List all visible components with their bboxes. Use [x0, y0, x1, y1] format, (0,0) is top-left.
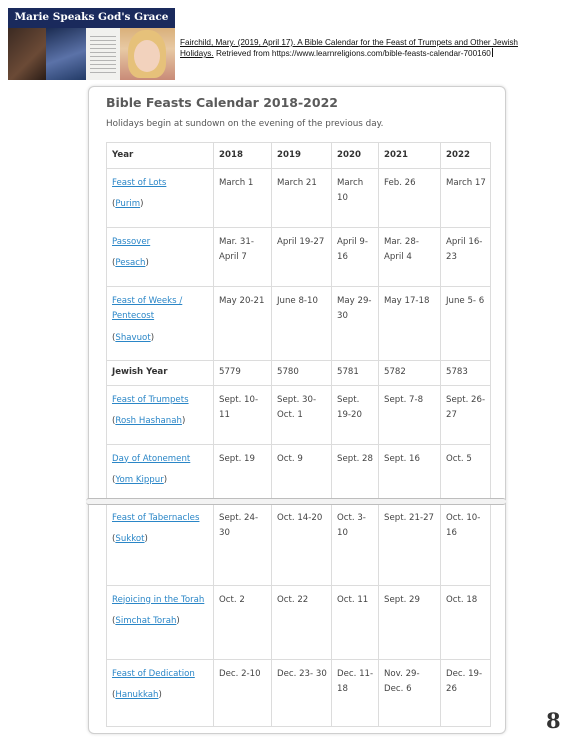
date-cell: Oct. 2: [214, 585, 272, 659]
date-cell: Sept. 16: [379, 444, 441, 503]
feast-link[interactable]: Passover: [112, 236, 151, 247]
date-cell: Dec. 11- 18: [332, 659, 379, 726]
feast-link[interactable]: Rejoicing in the Torah: [112, 594, 205, 605]
feast-alias-link[interactable]: Yom Kippur: [115, 475, 164, 485]
banner-image-photo: [120, 28, 175, 80]
banner-image-document: [86, 28, 120, 80]
feast-name-cell: [107, 385, 214, 444]
feast-alias-link[interactable]: Sukkot: [115, 534, 145, 544]
date-cell: Dec. 2-10: [214, 659, 272, 726]
feast-alias-link[interactable]: Hanukkah: [115, 690, 159, 700]
date-cell: March 1: [214, 168, 272, 227]
date-cell: Oct. 9: [272, 444, 332, 503]
card-subtitle: Holidays begin at sundown on the evening of the previous day.: [106, 119, 384, 129]
feast-alias: (Shavuot): [112, 332, 155, 343]
feast-name-cell: [107, 286, 214, 360]
feast-name-cell: [107, 227, 214, 286]
date-cell: June 5- 6: [441, 286, 491, 360]
date-cell: May 29-30: [332, 286, 379, 360]
feast-link[interactable]: Feast of Lots: [112, 177, 167, 188]
banner-title: Marie Speaks God's Grace: [14, 11, 169, 23]
table-row: [107, 385, 491, 444]
feast-label: Jewish Year: [112, 366, 168, 377]
date-cell: Sept. 10-11: [214, 385, 272, 444]
table-row: [107, 444, 491, 503]
date-cell: April 19-27: [272, 227, 332, 286]
blog-banner: [8, 8, 175, 80]
date-cell: March 21: [272, 168, 332, 227]
feast-alias-link[interactable]: Purim: [115, 199, 141, 209]
header-cell: 2020: [332, 143, 379, 169]
feast-alias: (Pesach): [112, 258, 149, 268]
table-row: [107, 168, 491, 227]
date-cell: Sept. 30- Oct. 1: [272, 385, 332, 444]
feast-alias-link[interactable]: Shavuot: [115, 332, 151, 343]
date-cell: Mar. 31- April 7: [214, 227, 272, 286]
header-cell: 2018: [214, 143, 272, 169]
citation: [180, 38, 525, 59]
feast-name-cell: [107, 360, 214, 385]
feast-alias: (Yom Kippur): [112, 475, 168, 485]
date-cell: Oct. 10- 16: [441, 503, 491, 585]
date-cell: April 16- 23: [441, 227, 491, 286]
date-cell: Sept. 7-8: [379, 385, 441, 444]
feast-name-cell: [107, 168, 214, 227]
date-cell: Oct. 22: [272, 585, 332, 659]
table-row: [107, 360, 491, 385]
feast-alias: (Sukkot): [112, 534, 148, 544]
date-cell: Sept. 24- 30: [214, 503, 272, 585]
date-cell: March 17: [441, 168, 491, 227]
feast-link[interactable]: Feast of Trumpets: [112, 394, 189, 405]
table-row: [107, 286, 491, 360]
date-cell: Oct. 18: [441, 585, 491, 659]
page-fold-divider: [86, 498, 506, 505]
feast-link[interactable]: Feast of Tabernacles: [112, 512, 200, 523]
table-row: [107, 503, 491, 585]
feast-alias-link[interactable]: Simchat Torah: [115, 616, 177, 626]
date-cell: 5781: [332, 360, 379, 385]
date-cell: April 9- 16: [332, 227, 379, 286]
date-cell: Oct. 11: [332, 585, 379, 659]
feast-link[interactable]: Feast of Dedication: [112, 668, 195, 679]
date-cell: Oct. 14-20: [272, 503, 332, 585]
table-row: [107, 659, 491, 726]
date-cell: Oct. 3- 10: [332, 503, 379, 585]
date-cell: Sept. 21-27: [379, 503, 441, 585]
date-cell: May 20-21: [214, 286, 272, 360]
date-cell: Feb. 26: [379, 168, 441, 227]
card-title: Bible Feasts Calendar 2018-2022: [106, 95, 338, 110]
date-cell: Sept. 28: [332, 444, 379, 503]
date-cell: Sept. 29: [379, 585, 441, 659]
feast-alias: (Purim): [112, 199, 144, 209]
feast-name-cell: [107, 585, 214, 659]
date-cell: Sept. 26-27: [441, 385, 491, 444]
citation-text: Fairchild, Mary. (2019, April 17). A Bible Calendar for the Feast of Trumpets and Other Jewish: [180, 38, 518, 47]
feast-alias-link[interactable]: Pesach: [115, 258, 146, 268]
feast-alias: (Hanukkah): [112, 690, 162, 700]
table-row: [107, 227, 491, 286]
feast-alias-link[interactable]: Rosh Hashanah: [115, 416, 182, 426]
date-cell: 5780: [272, 360, 332, 385]
feast-link[interactable]: Day of Atonement: [112, 453, 191, 464]
date-cell: June 8-10: [272, 286, 332, 360]
feast-name-cell: [107, 444, 214, 503]
date-cell: May 17-18: [379, 286, 441, 360]
date-cell: 5783: [441, 360, 491, 385]
header-cell: Year: [107, 143, 214, 169]
date-cell: 5779: [214, 360, 272, 385]
table-row: [107, 585, 491, 659]
date-cell: Oct. 5: [441, 444, 491, 503]
feast-name-cell: [107, 659, 214, 726]
header-cell: 2021: [379, 143, 441, 169]
citation-title-end: Holidays.: [180, 49, 214, 58]
feast-link[interactable]: Feast of Weeks / Pentecost: [112, 295, 183, 321]
date-cell: Sept. 19: [214, 444, 272, 503]
text-cursor: [492, 48, 493, 57]
page-number: 8: [546, 708, 561, 733]
header-cell: 2022: [441, 143, 491, 169]
banner-image-sky: [46, 28, 86, 80]
date-cell: Dec. 23- 30: [272, 659, 332, 726]
date-cell: March 10: [332, 168, 379, 227]
calendar-card: [88, 86, 506, 734]
feast-alias: (Rosh Hashanah): [112, 416, 186, 426]
feast-name-cell: [107, 503, 214, 585]
feasts-table: [106, 142, 491, 727]
date-cell: Sept. 19-20: [332, 385, 379, 444]
header-cell: 2019: [272, 143, 332, 169]
feast-alias: (Simchat Torah): [112, 616, 180, 626]
banner-image-portrait: [8, 28, 46, 80]
date-cell: Dec. 19- 26: [441, 659, 491, 726]
date-cell: Mar. 28- April 4: [379, 227, 441, 286]
citation-url[interactable]: Retrieved from https://www.learnreligions.com/bible-feasts-calendar-700160: [213, 49, 491, 58]
table-header-row: [107, 143, 491, 169]
date-cell: 5782: [379, 360, 441, 385]
date-cell: Nov. 29- Dec. 6: [379, 659, 441, 726]
